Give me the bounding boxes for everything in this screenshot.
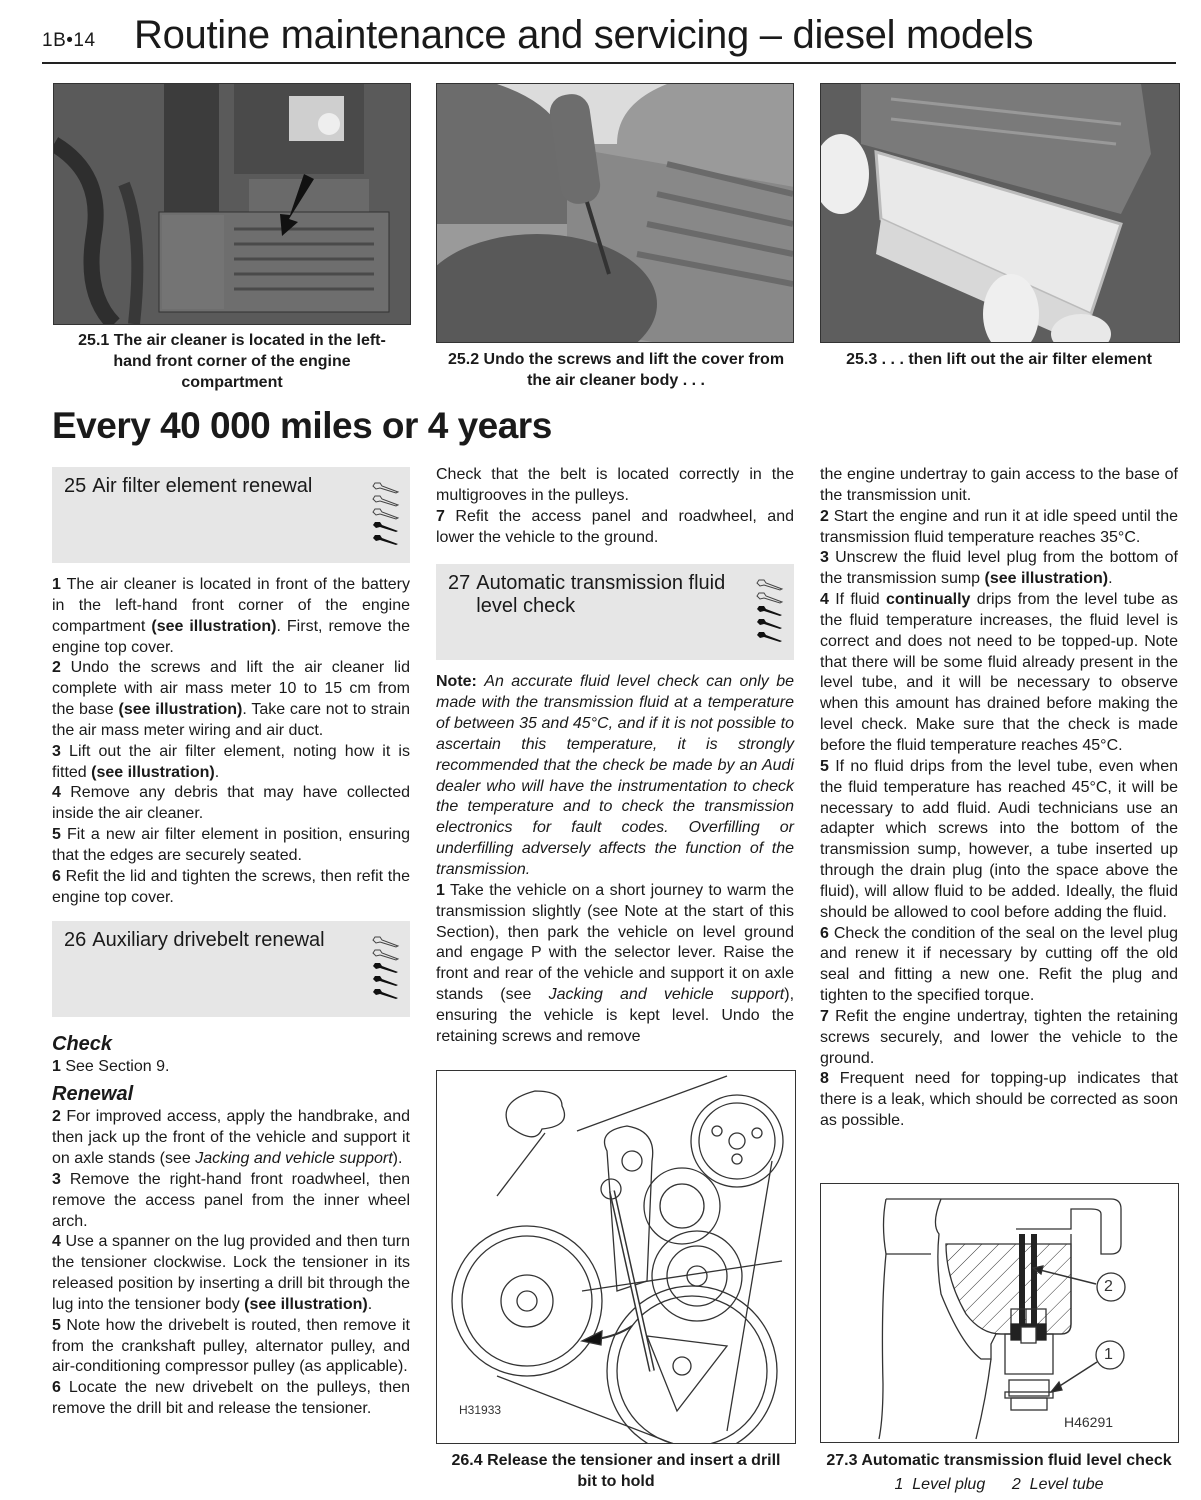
paragraph-27-5: 5 If no fluid drips from the level tube, even when the fluid temperature has reached 45°C, it will be necessary to add fluid. Audi technicians use an adapter which screws into the bottom of the transmission sump, however, a tube inserted up through the drain plug (into the space above the fluid), will allow fluid to be added. Ideally, the fluid should be allowed to cool before adding the fluid. <box>820 757 1179 921</box>
spanner-outline-icon <box>372 494 402 507</box>
paragraph-26-3: 3 Remove the right-hand front roadwheel, then remove the access panel from the inner wheel arch. <box>52 1170 410 1230</box>
photo-25-3 <box>820 83 1180 343</box>
section-title-text: Air filter element renewal <box>92 475 313 497</box>
section-title-25 <box>64 475 350 498</box>
spanner-outline-icon <box>372 935 402 948</box>
paragraph-25-3: 3 Lift out the air filter element, noting how it is fitted (see illustration). <box>52 742 410 781</box>
figure-26-4 <box>436 1070 796 1444</box>
paragraph-25-1: 1 The air cleaner is located in front of the battery in the left-hand front corner of the engine compartment (see illustration). First, remove the engine top cover. <box>52 576 411 656</box>
section-title-27: 27 Automatic transmission fluid level check <box>448 572 726 618</box>
spanner-filled-icon <box>756 630 786 643</box>
paragraph-26-5: 5 Note how the drivebelt is routed, then remove it from the crankshaft pulley, alternator pulley, and air-conditioning compressor pulley (as applicable). <box>52 1316 410 1376</box>
figure-code: H31933 <box>459 1403 502 1417</box>
page-number: 1B•14 <box>42 30 96 51</box>
paragraph-27-1: 1 Take the vehicle on a short journey to warm the transmission slightly (see Note at the start of this Section), then park the vehicle on level ground and engage P with the selector lever. Raise the front and rear of the vehicle and support it on axle stands (see Jacking and vehicle support), ensuring the vehicle is kept level. Undo the retaining screws and remove <box>436 881 795 1045</box>
figure-27-3 <box>820 1183 1179 1443</box>
column-2 <box>436 465 794 1048</box>
spanner-outline-icon <box>756 578 786 591</box>
page-header <box>42 10 1176 64</box>
paragraph-27-1-continued: the engine undertray to gain access to the base of the transmission unit. <box>820 466 1178 504</box>
paragraph-27-7: 7 Refit the engine undertray, tighten the retaining screws securely, and lower the vehicle to the ground. <box>820 1007 1178 1067</box>
paragraph-26-1: 1 See Section 9. <box>52 1057 170 1075</box>
spanner-outline-icon <box>756 591 786 604</box>
spanner-filled-icon <box>372 533 402 546</box>
section-title-26: 26 Auxiliary drivebelt renewal <box>64 928 325 951</box>
paragraph-25-5: 5 Fit a new air filter element in position, ensuring that the edges are securely seated. <box>52 826 411 864</box>
section-header-25 <box>52 467 410 563</box>
paragraph-27-4: 4 If fluid continually drips from the level tube as the fluid temperature increases, the fluid level is correct and does not need to be topped-up. Note that there will be some fluid already present in the level tube, and it will be necessary to observe when this amount has drained before making the level check. Make sure that the check is made before the fluid temperature reaches 45°C. <box>820 591 1178 754</box>
spanner-outline-icon <box>372 948 402 961</box>
column-3 <box>820 465 1178 1132</box>
photo-caption-25-3: 25.3 . . . then lift out the air filter element <box>846 351 1152 368</box>
photo-caption-25-1: 25.1 The air cleaner is located in the left-hand front corner of the engine compartment <box>78 332 386 391</box>
section-number: 25 <box>64 475 87 497</box>
spanner-filled-icon <box>372 987 402 1000</box>
difficulty-rating-2-spanners <box>372 481 402 546</box>
paragraph-25-2: 2 Undo the screws and lift the air cleaner lid complete with air mass meter 10 to 15 cm from the base (see illustration). Take care not to strain the air mass meter wiring and air duct. <box>52 659 411 739</box>
spanner-filled-icon <box>372 520 402 533</box>
spanner-filled-icon <box>756 604 786 617</box>
figure-caption-27-3: 27.3 Automatic transmission fluid level check <box>826 1452 1172 1469</box>
spanner-outline-icon <box>372 507 402 520</box>
figure-caption-26-4: 26.4 Release the tensioner and insert a drill bit to hold <box>451 1452 781 1490</box>
column-1 <box>52 467 410 1420</box>
figure-legend-27-3: 1 Level plug 2 Level tube <box>894 1476 1104 1493</box>
paragraph-27-6: 6 Check the condition of the seal on the level plug and renew it if necessary by cutting off the old seal and fitting a new one. Refit the plug and tighten to the specified torque. <box>820 924 1178 1005</box>
paragraph-25-6: 6 Refit the lid and tighten the screws, then refit the engine top cover. <box>52 867 410 906</box>
spanner-filled-icon <box>372 974 402 987</box>
subheading-check: Check <box>52 1032 113 1055</box>
photo-25-2 <box>436 83 794 343</box>
subheading-renewal: Renewal <box>52 1083 134 1106</box>
paragraph-26-2: 2 For improved access, apply the handbrake, and then jack up the front of the vehicle and support it on axle stands (see Jacking and vehicle support). <box>52 1108 410 1168</box>
spanner-filled-icon <box>372 961 402 974</box>
photo-25-1 <box>53 83 411 325</box>
difficulty-rating-3-spanners <box>756 578 786 643</box>
spanner-outline-icon <box>372 481 402 494</box>
note-27: Note: An accurate fluid level check can only be made with the transmission fluid at a temperature of between 35 and 45°C, and if it is not possible to ascertain this temperature, it is strongly recommended that the check be made by an Audi dealer who will have the instrumentation to check the temperature and to check the transmission electronics for fault codes. Overfilling or underfilling adversely affects the function of the transmission. <box>436 673 794 878</box>
paragraph-26-4: 4 Use a spanner on the lug provided and then turn the tensioner clockwise. Lock the tensioner in its released position by inserting a drill bit through the lug into the tensioner body (see illustration). <box>52 1233 410 1313</box>
spanner-filled-icon <box>756 617 786 630</box>
callout-2: 2 <box>1104 1278 1113 1295</box>
paragraph-26-6-continued: Check that the belt is located correctly in the multigrooves in the pulleys. <box>436 466 794 504</box>
paragraph-26-7: 7 Refit the access panel and roadwheel, and lower the vehicle to the ground. <box>436 507 794 546</box>
section-header-26 <box>52 921 410 1017</box>
page-title: Routine maintenance and servicing – diesel models <box>134 13 1034 57</box>
section-header-27 <box>436 564 794 660</box>
interval-heading: Every 40 000 miles or 4 years <box>52 405 552 446</box>
callout-1: 1 <box>1104 1346 1113 1363</box>
paragraph-27-3: 3 Unscrew the fluid level plug from the bottom of the transmission sump (see illustration). <box>820 549 1179 588</box>
figure-code: H46291 <box>1064 1414 1114 1430</box>
paragraph-27-8: 8 Frequent need for topping-up indicates that there is a leak, which should be corrected as soon as possible. <box>820 1070 1178 1130</box>
paragraph-25-4: 4 Remove any debris that may have collected inside the air cleaner. <box>52 784 410 823</box>
paragraph-26-6: 6 Locate the new drivebelt on the pulleys, then remove the drill bit and release the tensioner. <box>52 1379 411 1418</box>
difficulty-rating-3-spanners <box>372 935 402 1000</box>
paragraph-27-2: 2 Start the engine and run it at idle speed until the transmission fluid temperature reaches 35°C. <box>820 507 1178 546</box>
photo-caption-25-2: 25.2 Undo the screws and lift the cover from the air cleaner body . . . <box>447 351 785 389</box>
